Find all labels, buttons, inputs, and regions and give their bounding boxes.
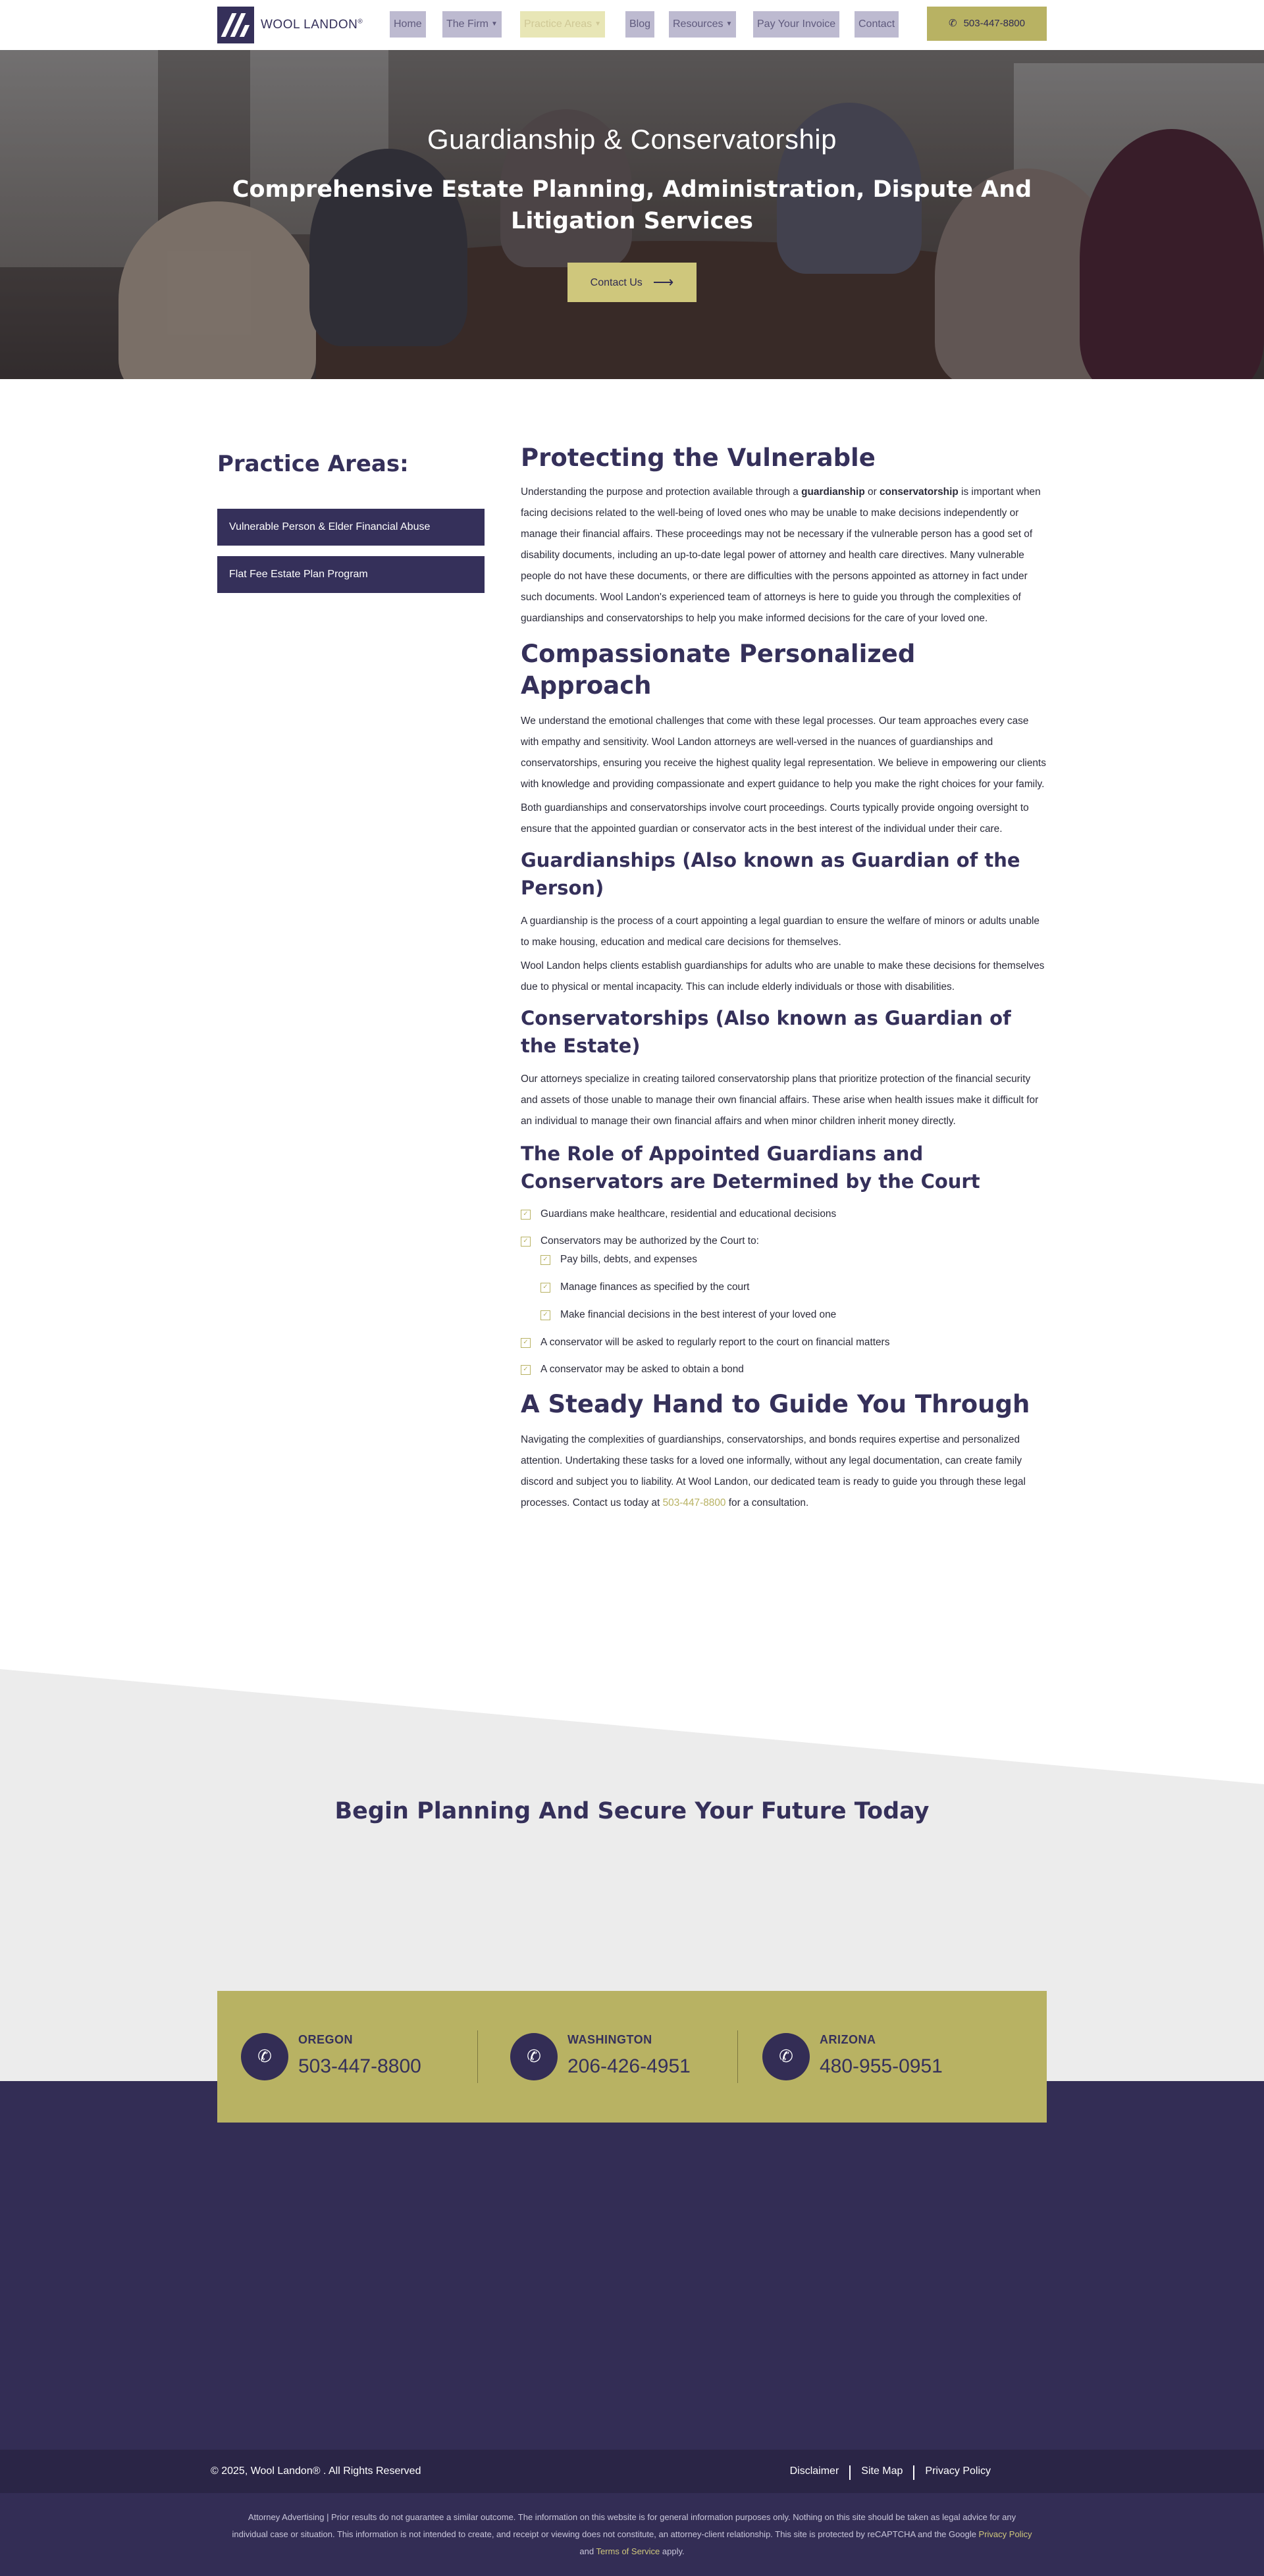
heading-protecting: Protecting the Vulnerable	[521, 444, 876, 472]
sidebar-item-elder-abuse[interactable]: Vulnerable Person & Elder Financial Abuse	[217, 509, 485, 546]
office-contact-bar: ✆ OREGON 503-447-8800 ✆ WASHINGTON 206-426-4951 ✆ ARIZONA 480-955-0951	[217, 1991, 1047, 2123]
office-divider	[477, 2030, 478, 2083]
privacy-policy-link[interactable]: Privacy Policy	[978, 2529, 1032, 2539]
disclaimer-text: Attorney Advertising | Prior results do not guarantee a similar outcome. The information on this website is for general information purposes only. Nothing on this site should be taken as legal advice for any individual case or situation. This information is not intended to create, and receipt or viewing does not constitute, an attorney-client relationship. This site is protected by reCAPTCHA and the Google Privacy Policy and Terms of Service apply.	[232, 2512, 1032, 2556]
check-box-icon: ✓	[540, 1283, 550, 1293]
paragraph-conservatorships: Our attorneys specialize in creating tailored conservatorship plans that prioritize protection of the financial security and assets of those unable to manage their own financial affairs. These arise when health issues make it difficult for an individual to manage their own financial affairs and when minor children inherit money directly.	[521, 1073, 1039, 1127]
paragraph-guardianships-1: A guardianship is the process of a court appointing a legal guardian to ensure the welfare of minors or adults unable to make housing, education and medical care decisions for themselves.	[521, 915, 1040, 948]
hero-banner	[0, 50, 1264, 379]
nav-the-firm[interactable]: The Firm ▼	[442, 11, 502, 38]
check-box-icon: ✓	[521, 1338, 531, 1348]
hero-subtitle: Comprehensive Estate Planning, Administration, Dispute And Litigation Services	[232, 176, 1032, 234]
check-box-icon: ✓	[540, 1310, 550, 1320]
footer-link-site-map[interactable]: Site Map	[861, 2465, 903, 2477]
chevron-down-icon: ▼	[725, 20, 733, 28]
nav-contact[interactable]: Contact	[855, 11, 899, 38]
terms-of-service-link[interactable]: Terms of Service	[596, 2546, 660, 2556]
list-item: ✓ Pay bills, debts, and expenses	[540, 1251, 1047, 1268]
office-divider	[737, 2030, 738, 2083]
list-item: ✓ Guardians make healthcare, residential and educational decisions	[521, 1206, 1047, 1223]
footer-link-privacy[interactable]: Privacy Policy	[925, 2465, 991, 2477]
check-box-icon: ✓	[521, 1210, 531, 1220]
chevron-down-icon: ▼	[491, 20, 498, 28]
paragraph-compassionate-2: Both guardianships and conservatorships involve court proceedings. Courts typically provide ongoing oversight to ensure that the appointed guardian or conservator acts in the best interest of the individual under their care.	[521, 802, 1029, 835]
practice-areas-title: Practice Areas:	[217, 451, 409, 477]
heading-role: The Role of Appointed Guardians and Conservators are Determined by the Court	[521, 1143, 980, 1193]
copyright: © 2025, Wool Landon® . All Rights Reserved	[211, 2465, 421, 2477]
nav-resources[interactable]: Resources ▼	[669, 11, 736, 38]
list-item: ✓ Make financial decisions in the best interest of your loved one	[540, 1306, 1047, 1324]
phone-icon: ✆	[510, 2033, 558, 2080]
nav-blog[interactable]: Blog	[625, 11, 654, 38]
phone-icon: ✆	[241, 2033, 288, 2080]
logo-mark-icon	[217, 7, 254, 43]
phone-icon: ✆	[949, 18, 957, 29]
paragraph-protecting: Understanding the purpose and protection available through a guardianship or conservatorship is important when facing decisions related to the well-being of loved ones who may be unable to make decisions independently or manage their financial affairs. These proceedings may not be necessary if the vulnerable person has a good set of disability documents, including an up-to-date legal power of attorney and health care directives. Many vulnerable people do not have these documents, or there are difficulties with the persons appointed as attorney in fact under such documents. Wool Landon's experienced team of attorneys is here to guide you through the complexities of guardianships and conservatorships to help you make informed decisions for the care of your loved one.	[521, 486, 1041, 624]
footer-links	[779, 2465, 991, 2480]
footer-bottom-bar	[0, 2450, 1264, 2493]
hero-title: Guardianship & Conservatorship	[427, 124, 837, 155]
nav-home[interactable]: Home	[390, 11, 426, 38]
chevron-down-icon: ▼	[594, 20, 602, 28]
role-list	[521, 1206, 1047, 1378]
nav-pay-invoice[interactable]: Pay Your Invoice	[753, 11, 839, 38]
arrow-right-icon: ⟶	[652, 274, 674, 290]
paragraph-compassionate-1: We understand the emotional challenges that come with these legal processes. Our team approaches every case with empathy and sensitivity. Wool Landon attorneys are well-versed in the nuances of guardianships and conservatorships, ensuring you receive the highest quality legal representation. We believe in empowering our clients with knowledge and providing compassionate and expert guidance to help you make the right choices for your family.	[521, 715, 1046, 790]
list-item: ✓ Manage finances as specified by the court	[540, 1279, 1047, 1296]
list-item: ✓ A conservator may be asked to obtain a bond	[521, 1361, 1047, 1378]
sidebar-item-flat-fee[interactable]: Flat Fee Estate Plan Program	[217, 556, 485, 593]
cta-title: Begin Planning And Secure Your Future Today	[334, 1798, 930, 1824]
heading-steady-hand: A Steady Hand to Guide You Through	[521, 1390, 1030, 1418]
phone-icon: ✆	[762, 2033, 810, 2080]
list-item: ✓ A conservator will be asked to regularly report to the court on financial matters	[521, 1334, 1047, 1351]
check-box-icon: ✓	[521, 1365, 531, 1375]
footer	[0, 2081, 1264, 2450]
phone-link[interactable]: 503-447-8800	[662, 1497, 726, 1508]
heading-guardianships: Guardianships (Also known as Guardian of the Person)	[521, 849, 1020, 899]
heading-conservatorships: Conservatorships (Also known as Guardian of the Estate)	[521, 1007, 1011, 1057]
footer-link-disclaimer[interactable]: Disclaimer	[789, 2465, 839, 2477]
logo[interactable]	[217, 7, 363, 43]
logo-registered: ®	[357, 18, 363, 26]
list-item: ✓ Conservators may be authorized by the Court to: ✓ Pay bills, debts, and expenses ✓ Manage finances as specified by the court ✓ Make financial decisions in the best interest of your loved one	[521, 1233, 1047, 1324]
disclaimer-band	[0, 2493, 1264, 2576]
check-box-icon: ✓	[521, 1237, 531, 1247]
cta-diagonal	[0, 1669, 1264, 1784]
nav-practice-areas[interactable]: Practice Areas ▼	[520, 11, 605, 38]
heading-compassionate: Compassionate Personalized Approach	[521, 640, 916, 700]
paragraph-guardianships-2: Wool Landon helps clients establish guardianships for adults who are unable to make these decisions for themselves due to physical or mental incapacity. This can include elderly individuals or those with disabilities.	[521, 960, 1045, 992]
role-sub-list	[540, 1251, 1047, 1324]
site-header	[0, 0, 1264, 50]
paragraph-steady-hand: Navigating the complexities of guardianships, conservatorships, and bonds requires expertise and personalized attention. Undertaking these tasks for a loved one informally, without any legal documentation, can create family discord and subject you to liability. At Wool Landon, our dedicated team is ready to guide you through these legal processes. Contact us today at 503-447-8800 for a consultation.	[521, 1434, 1026, 1508]
main-content	[521, 442, 1047, 1514]
check-box-icon: ✓	[540, 1255, 550, 1265]
logo-text: WOOL LANDON	[261, 18, 358, 32]
contact-us-button[interactable]: Contact Us ⟶	[567, 263, 697, 302]
header-phone-button[interactable]: ✆ 503-447-8800	[927, 7, 1047, 41]
